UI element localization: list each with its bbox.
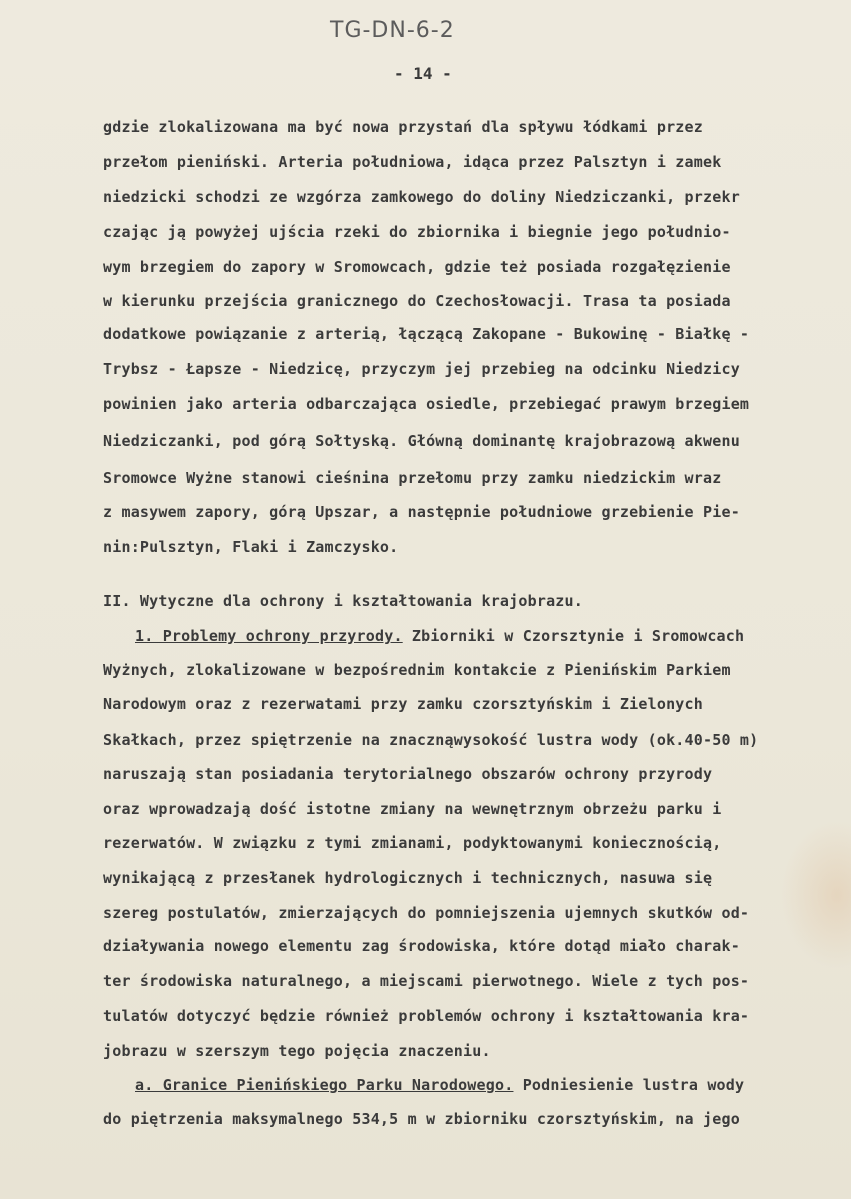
body-line: Skałkach, przez spiętrzenie na znacznąwysokość lustra wody (ok.40-50 m) [103, 731, 759, 749]
body-line: niedzicki schodzi ze wzgórza zamkowego do doliny Niedziczanki, przekr [103, 188, 740, 206]
body-line: gdzie zlokalizowana ma być nowa przystań dla spływu łódkami przez [103, 118, 703, 136]
body-line: z masywem zapory, górą Upszar, a następnie południowe grzebienie Pie- [103, 503, 740, 521]
body-line: szereg postulatów, zmierzających do pomniejszenia ujemnych skutków od- [103, 904, 750, 922]
body-line: wynikającą z przesłanek hydrologicznych i technicznych, nasuwa się [103, 869, 713, 887]
body-line: przełom pieniński. Arteria południowa, idąca przez Palsztyn i zamek [103, 153, 722, 171]
subsection-heading: 1. Problemy ochrony przyrody. [135, 627, 403, 645]
body-line-rest: Zbiorniki w Czorsztynie i Sromowcach [402, 627, 745, 645]
subsection-first-line [135, 627, 744, 645]
body-line: działywania nowego elementu zag środowiska, które dotąd miało charak- [103, 937, 740, 955]
subsection-heading: a. Granice Pienińskiego Parku Narodowego. [135, 1076, 514, 1094]
section-heading: II. Wytyczne dla ochrony i kształtowania krajobrazu. [103, 592, 583, 610]
body-line: Narodowym oraz z rezerwatami przy zamku czorsztyńskim i Zielonych [103, 695, 703, 713]
body-line: Sromowce Wyżne stanowi cieśnina przełomu przy zamku niedzickim wraz [103, 469, 722, 487]
body-line: dodatkowe powiązanie z arterią, łączącą Zakopane - Bukowinę - Białkę - [103, 325, 750, 343]
page-number: - 14 - [394, 64, 452, 83]
body-line: w kierunku przejścia granicznego do Czechosłowacji. Trasa ta posiada [103, 292, 731, 310]
body-line-rest: Podniesienie lustra wody [513, 1076, 745, 1094]
body-line: ter środowiska naturalnego, a miejscami pierwotnego. Wiele z tych pos- [103, 972, 750, 990]
body-line: wym brzegiem do zapory w Sromowcach, gdzie też posiada rozgałęzienie [103, 258, 731, 276]
paper-stain [781, 820, 851, 970]
body-line: tulatów dotyczyć będzie również problemów ochrony i kształtowania kra- [103, 1007, 750, 1025]
document-reference: TG-DN-6-2 [330, 18, 455, 43]
body-line: nin:Pulsztyn, Flaki i Zamczysko. [103, 538, 399, 556]
body-line: oraz wprowadzają dość istotne zmiany na wewnętrznym obrzeżu parku i [103, 800, 722, 818]
body-line: jobrazu w szerszym tego pojęcia znaczeniu. [103, 1042, 491, 1060]
body-line: Trybsz - Łapsze - Niedzicę, przyczym jej przebieg na odcinku Niedzicy [103, 360, 740, 378]
body-line: rezerwatów. W związku z tymi zmianami, podyktowanymi koniecznością, [103, 834, 722, 852]
body-line: Wyżnych, zlokalizowane w bezpośrednim kontakcie z Pienińskim Parkiem [103, 661, 731, 679]
subsection-first-line [135, 1076, 744, 1094]
body-line: czając ją powyżej ujścia rzeki do zbiornika i biegnie jego południo- [103, 223, 731, 241]
body-line: naruszają stan posiadania terytorialnego obszarów ochrony przyrody [103, 765, 713, 783]
body-line: powinien jako arteria odbarczająca osiedle, przebiegać prawym brzegiem [103, 395, 750, 413]
body-line: do piętrzenia maksymalnego 534,5 m w zbiorniku czorsztyńskim, na jego [103, 1110, 740, 1128]
body-line: Niedziczanki, pod górą Sołtyską. Główną dominantę krajobrazową akwenu [103, 432, 740, 450]
